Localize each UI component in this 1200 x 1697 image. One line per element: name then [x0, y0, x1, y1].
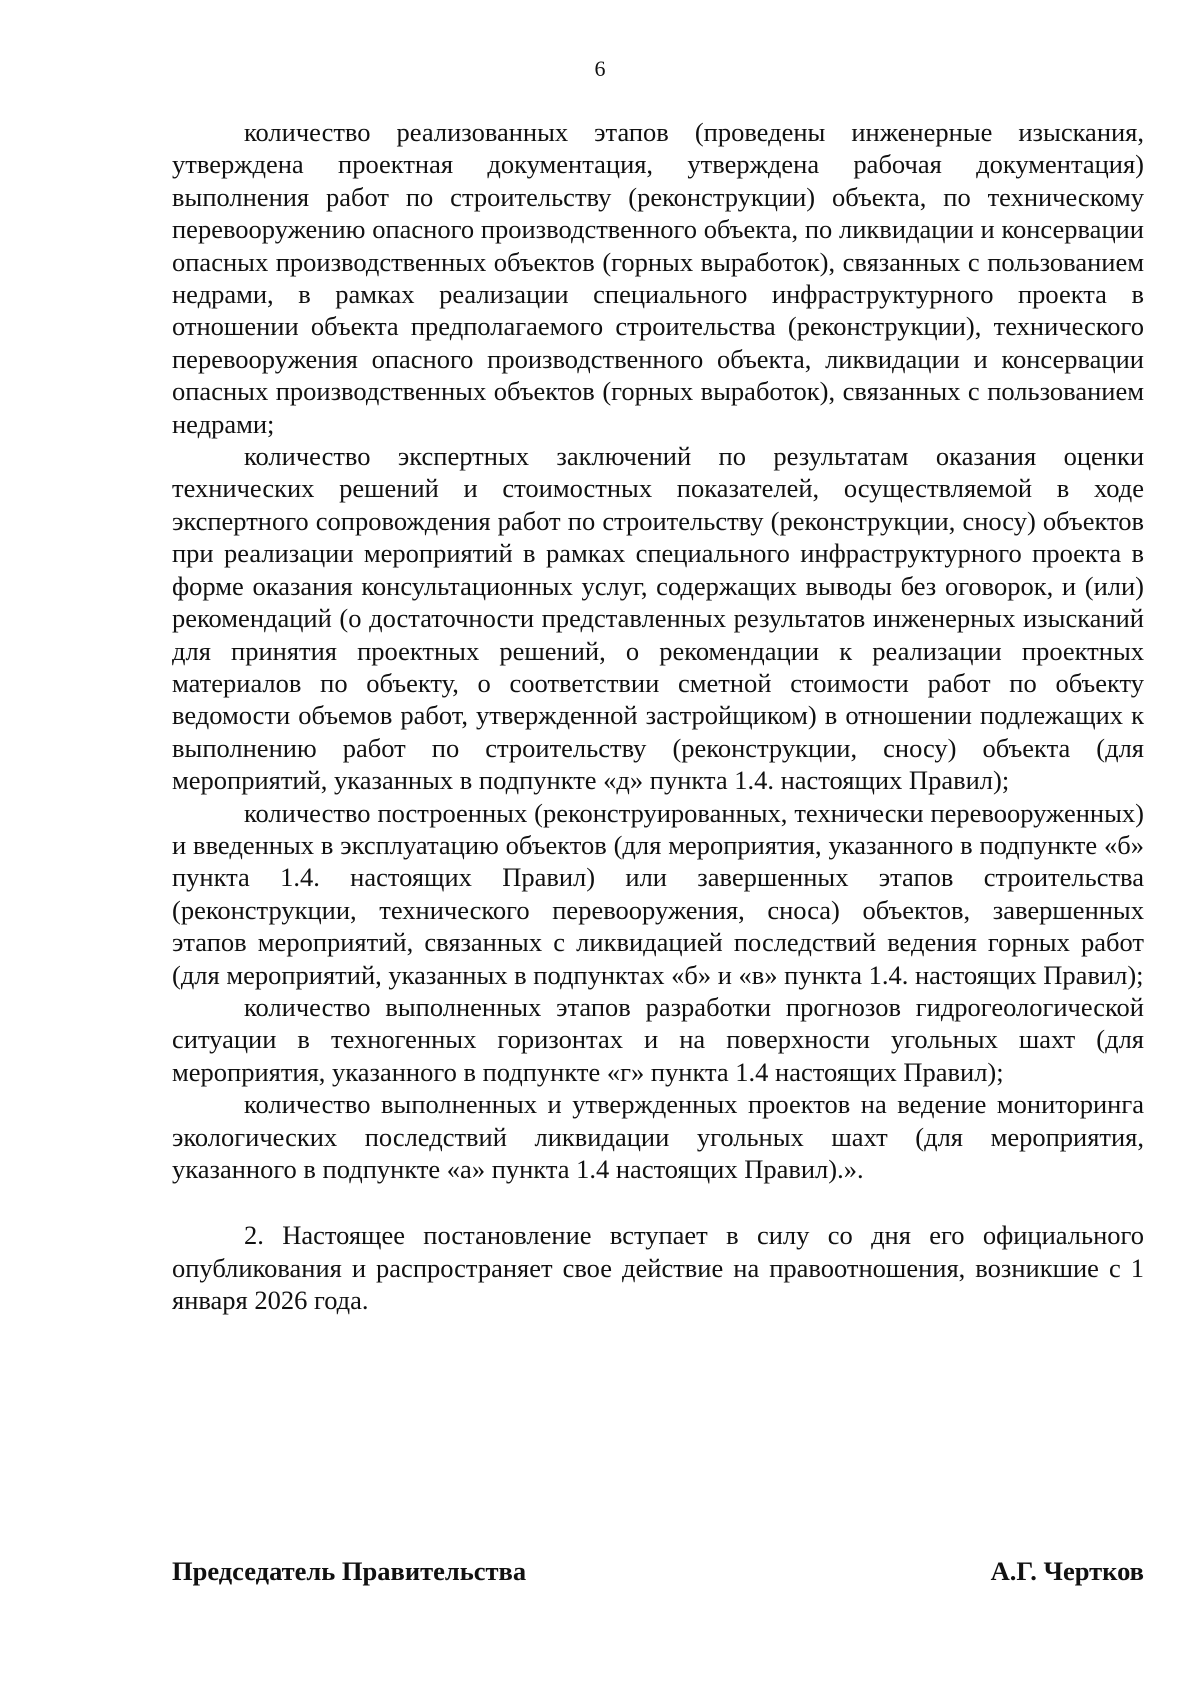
- page-number: 6: [594, 56, 606, 81]
- signatory-name: А.Г. Чертков: [990, 1556, 1144, 1586]
- document-body: [172, 116, 1144, 1317]
- paragraph-effective-date: 2. Настоящее постановление вступает в силу со дня его официального опубликования и распространяет свое действие на правоотношения, возникшие с 1 января 2026 года.: [172, 1220, 1144, 1316]
- paragraph-implemented-stages: количество реализованных этапов (проведены инженерные изыскания, утверждена проектная документация, утверждена рабочая документация) выполнения работ по строительству (реконструкции) объекта, по техническому перевооружению опасного производственного объекта, по ликвидации и консервации опасных производственных объектов (горных выработок), связанных с пользованием недрами, в рамках реализации специального инфраструктурного проекта в отношении объекта предполагаемого строительства (реконструкции), технического перевооружения опасного производственного объекта, ликвидации и консервации опасных производственных объектов (горных выработок), связанных с пользованием недрами;: [172, 117, 1144, 439]
- paragraph-monitoring-projects: количество выполненных и утвержденных проектов на ведение мониторинга экологических последствий ликвидации угольных шахт (для мероприятия, указанного в подпункте «а» пункта 1.4 настоящих Правил).».: [172, 1089, 1144, 1184]
- paragraph-forecast-stages: количество выполненных этапов разработки прогнозов гидрогеологической ситуации в техногенных горизонтах и на поверхности угольных шахт (для мероприятия, указанного в подпункте «г» пункта 1.4 настоящих Правил);: [172, 991, 1144, 1087]
- signature-block: [172, 1555, 1144, 1587]
- paragraph-built-objects: количество построенных (реконструированных, технически перевооруженных) и введенных в эксплуатацию объектов (для мероприятия, указанного в подпункте «б» пункта 1.4. настоящих Правил) или завершенных этапов строительства (реконструкции, технического перевооружения, сноса) объектов, завершенных этапов мероприятий, связанных с ликвидацией последствий ведения горных работ (для мероприятий, указанных в подпунктах «б» и «в» пункта 1.4. настоящих Правил);: [172, 797, 1144, 990]
- signatory-position: Председатель Правительства: [172, 1556, 527, 1586]
- paragraph-expert-conclusions: количество экспертных заключений по результатам оказания оценки технических решений и стоимостных показателей, осуществляемой в ходе экспертного сопровождения работ по строительству (реконструкции, сносу) объектов при реализации мероприятий в рамках специального инфраструктурного проекта в форме оказания консультационных услуг, содержащих выводы без оговорок, и (или) рекомендаций (о достаточности представленных результатов инженерных изысканий для принятия проектных решений, о рекомендации к реализации проектных материалов по объекту, о соответствии сметной стоимости работ по объекту ведомости объемов работ, утвержденной застройщиком) в отношении подлежащих к выполнению работ по строительству (реконструкции, сносу) объекта (для мероприятий, указанных в подпункте «д» пункта 1.4. настоящих Правил);: [172, 441, 1144, 796]
